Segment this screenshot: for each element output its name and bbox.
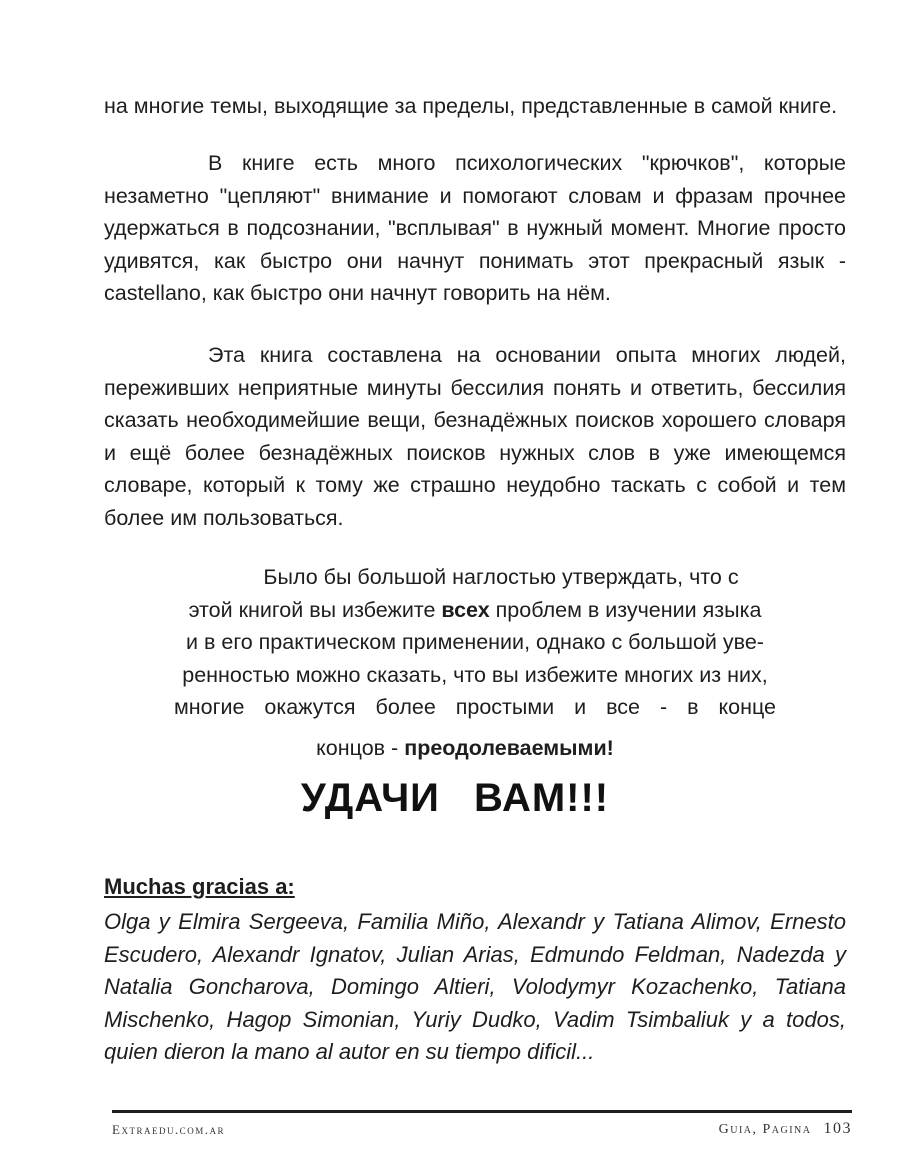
conclusion-line [0,733,910,763]
basis-paragraph [104,339,846,534]
closing-line-5: многие окажутся более простыми и все - в конце [173,695,777,719]
page-number: 103 [823,1120,852,1137]
footer-section: Guia, Pagina [718,1122,812,1137]
closing-emphasis-all: всех [441,597,490,622]
closing-line-2-end: проблем в изучении языка [489,597,762,622]
closing-line-1: Было бы большой наглостью утверждать, что с [263,565,739,589]
acknowledgements-names: Olga y Elmira Sergeeva, Familia Miño, Alexandr y Tatiana Alimov, Ernesto Escudero, Alexandr Ignatov, Julian Arias, Edmundo Feldman, Nadezda y Natalia Goncharova, Domingo Altieri, Volodymyr Kozachenko, Tatiana Mischenko, Hagop Simonian, Yuriy Dudko, Vadim Tsimbaliuk y a todos, quien dieron la mano al autor en su tiempo dificil... [104,909,846,1064]
intro-paragraph [104,90,846,123]
acknowledgements-heading: Muchas gracias a: [104,874,295,899]
footer-page-info [719,1120,852,1138]
closing-line-2-start: этой книгой вы избежите [188,597,442,622]
closing-line-4: ренностью можно сказать, что вы избежите многих из них, [182,662,768,687]
closing-line-2 [104,594,846,627]
closing-paragraph [104,561,846,724]
conclusion-plain: концов - [316,736,405,760]
hooks-paragraph [104,147,846,310]
footer-divider [112,1110,852,1113]
conclusion-bold: преодолеваемыми! [404,736,614,760]
closing-line-3: и в его практическом применении, однако с большой уве- [186,630,764,654]
hooks-text: В книге есть много психологических "крючков", которые незаметно "цепляют" внимание и помогают словам и фразам прочнее удержаться в подсознании, "всплывая" в нужный момент. Многие просто удивятся, как быстро они начнут понимать этот прекрасный язык - castellano, как быстро они начнут говорить на нём. [104,151,846,305]
footer-site: Extraedu.com.ar [112,1122,225,1137]
good-luck-heading: УДАЧИ ВАМ!!! [300,776,610,820]
intro-text: на многие темы, выходящие за пределы, представленные в самой книге. [104,94,838,118]
basis-text: Эта книга составлена на основании опыта многих людей, переживших неприятные минуты бессилия понять и ответить, бессилия сказать необходимейшие вещи, безнадёжных поисков хорошего словаря и ещё более безнадёжных поисков нужных слов в уже имеющемся словаре, который к тому же страшно неудобно таскать с собой и тем более им пользоваться. [104,343,846,530]
